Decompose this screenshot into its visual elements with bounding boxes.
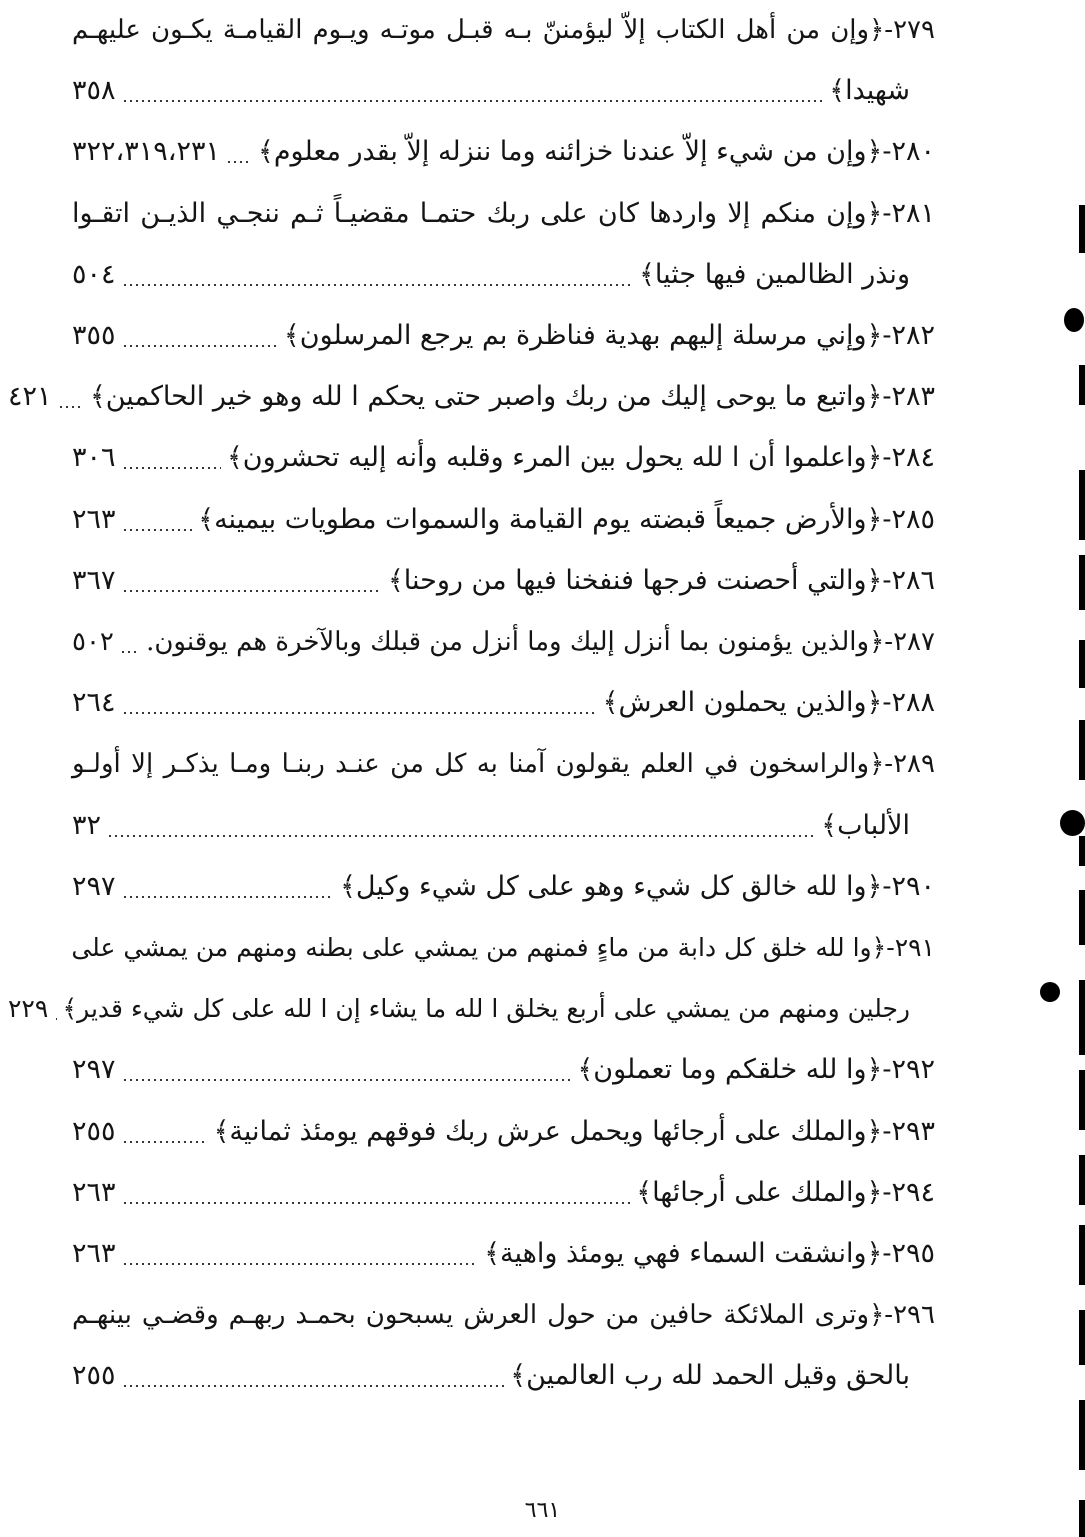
dot-leader	[107, 835, 815, 837]
binding-mark	[1079, 205, 1085, 253]
index-entry	[72, 796, 910, 856]
index-entry	[72, 734, 935, 794]
dot-leader	[122, 284, 634, 286]
entry-text: ٢٨٥-﴿والأرض جميعاً قبضته يوم القيامة والسموات مطويات بيمينه﴾	[198, 503, 935, 535]
page-reference: ٢٩٧	[72, 870, 116, 902]
binding-mark	[1079, 1310, 1085, 1365]
page-reference: ٢٩٧	[72, 1054, 116, 1086]
index-entry	[72, 245, 910, 305]
index-entry	[72, 673, 935, 733]
entry-text: ٢٨٩-﴿والراسخون في العلم يقولون آمنا به كل من عنـد ربنـا ومـا يذكـر إلا أولـو	[72, 749, 935, 780]
dot-leader	[120, 651, 140, 653]
entry-text: ونذر الظالمين فيها جثيا﴾	[639, 258, 910, 290]
binding-hole	[1040, 982, 1060, 1002]
page-reference: ٣٥٥	[72, 320, 116, 351]
dot-leader	[122, 896, 335, 898]
binding-mark	[1079, 720, 1085, 780]
entry-text: الألباب﴾	[821, 809, 910, 841]
page-reference: ٣٦٧	[72, 564, 116, 596]
index-entry	[72, 1102, 935, 1162]
dot-leader	[122, 1385, 505, 1387]
page-reference: ٣٠٦	[72, 442, 116, 474]
index-entry	[72, 1040, 935, 1100]
index-entry	[72, 428, 935, 488]
page-reference: ٤٢١	[8, 381, 52, 413]
index-entry	[72, 184, 935, 244]
index-entry	[72, 1346, 910, 1406]
binding-hole	[1064, 308, 1084, 332]
dot-leader	[122, 1079, 572, 1081]
binding-mark	[1079, 470, 1085, 540]
binding-mark	[1079, 1500, 1085, 1537]
entry-text: ٢٩٥-﴿وانشقت السماء فهي يومئذ واهية﴾	[484, 1238, 935, 1269]
binding-mark	[1079, 836, 1085, 866]
entry-text: ٢٨٣-﴿واتبع ما يوحى إليك من ربك واصبر حتى يحكم ا لله وهو خير الحاكمين﴾	[89, 381, 935, 413]
entry-text: ٢٩١-﴿وا لله خلق كل دابة من ماءٍ فمنهم من يمشي على بطنه ومنهم من يمشي على	[71, 933, 935, 962]
dot-leader	[226, 161, 252, 163]
entry-text: ٢٩٠-﴿وا لله خالق كل شيء وهو على كل شيء وكيل﴾	[340, 870, 935, 902]
index-entry	[72, 612, 935, 672]
entry-text: ٢٩٢-﴿وا لله خلقكم وما تعملون﴾	[577, 1054, 935, 1086]
page-reference: ٢٦٤	[72, 687, 116, 719]
page-reference: ٢٦٣	[72, 503, 116, 535]
binding-mark	[1079, 890, 1085, 945]
dot-leader	[122, 467, 221, 469]
binding-mark	[1079, 1155, 1085, 1205]
index-entry	[72, 1224, 935, 1284]
page-number: ٦٦١	[524, 1498, 561, 1523]
dot-leader	[122, 100, 824, 102]
binding-mark	[1079, 980, 1085, 1055]
entry-text: ٢٨٠-﴿وإن من شيء إلاّ عندنا خزائنه وما ننزله إلاّ بقدر معلوم﴾	[258, 136, 935, 168]
entry-text: شهيدا﴾	[829, 75, 910, 107]
dot-leader	[122, 1263, 479, 1265]
entry-text: ٢٨٢-﴿وإني مرسلة إليهم بهدية فناظرة بم يرجع المرسلون﴾	[283, 320, 935, 351]
entry-text: بالحق وقيل الحمد لله رب العالمين﴾	[510, 1360, 910, 1392]
index-entry	[72, 857, 935, 917]
index-entry	[72, 1285, 935, 1345]
dot-leader	[122, 712, 597, 714]
entry-text: ٢٧٩-﴿وإن من أهل الكتاب إلاّ ليؤمننّ بـه قبـل موتـه ويـوم القيامـة يكـون عليهـم	[72, 15, 935, 45]
dot-leader	[54, 1018, 56, 1020]
page-reference: ٣٢٢،٣١٩،٢٣١	[72, 136, 220, 168]
dot-leader	[122, 1202, 631, 1204]
index-entry	[72, 490, 935, 550]
index-entry	[72, 306, 935, 366]
dot-leader	[58, 406, 84, 408]
index-entry	[72, 122, 935, 182]
binding-mark	[1079, 1225, 1085, 1285]
binding-mark	[1079, 555, 1085, 610]
index-entry	[72, 1163, 935, 1223]
page-reference: ٥٠٢	[72, 627, 114, 657]
page-reference: ٣٢	[72, 809, 102, 841]
binding-mark	[1079, 640, 1085, 688]
entry-text: ٢٨٨-﴿والذين يحملون العرش﴾	[602, 687, 935, 719]
page-reference: ٣٥٨	[72, 75, 116, 107]
binding-mark	[1079, 1070, 1085, 1130]
dot-leader	[122, 590, 382, 592]
index-entry	[8, 367, 935, 427]
entry-text: رجلين ومنهم من يمشي على أربع يخلق ا لله ما يشاء إن ا لله على كل شيء قدير﴾	[62, 994, 910, 1024]
index-entry	[72, 551, 935, 611]
page-reference: ٢٥٥	[72, 1360, 116, 1392]
entry-text: ٢٨١-﴿وإن منكم إلا واردها كان على ربك حتمـا مقضيـاً ثـم ننجـي الذيـن اتقـوا	[72, 197, 935, 229]
page-reference: ٢٦٣	[72, 1238, 116, 1269]
page-reference: ٥٠٤	[72, 258, 116, 290]
index-entry	[8, 979, 910, 1039]
dot-leader	[122, 529, 193, 531]
binding-mark	[1079, 1400, 1085, 1470]
entry-text: ٢٨٧-﴿والذين يؤمنون بما أنزل إليك وما أنزل من قبلك وبالآخرة هم يوقنون.	[146, 627, 935, 657]
index-entry	[72, 0, 935, 60]
dot-leader	[122, 1141, 208, 1143]
page-reference: ٢٢٩	[8, 994, 49, 1024]
index-entry	[72, 61, 910, 121]
binding-hole	[1060, 810, 1085, 836]
entry-text: ٢٩٣-﴿والملك على أرجائها ويحمل عرش ربك فوقهم يومئذ ثمانية﴾	[213, 1115, 935, 1147]
page-reference: ٢٦٣	[72, 1176, 116, 1208]
binding-mark	[1079, 365, 1085, 405]
index-entry	[72, 918, 935, 978]
entry-text: ٢٨٦-﴿والتي أحصنت فرجها فنفخنا فيها من روحنا﴾	[387, 564, 935, 596]
dot-leader	[122, 345, 278, 347]
entry-text: ٢٨٤-﴿واعلموا أن ا لله يحول بين المرء وقلبه وأنه إليه تحشرون﴾	[226, 442, 935, 474]
page-reference: ٢٥٥	[72, 1115, 116, 1147]
entry-text: ٢٩٦-﴿وترى الملائكة حافين من حول العرش يسبحون بحمـد ربهـم وقضـي بينهـم	[72, 1300, 935, 1331]
entry-text: ٢٩٤-﴿والملك على أرجائها﴾	[636, 1176, 935, 1208]
